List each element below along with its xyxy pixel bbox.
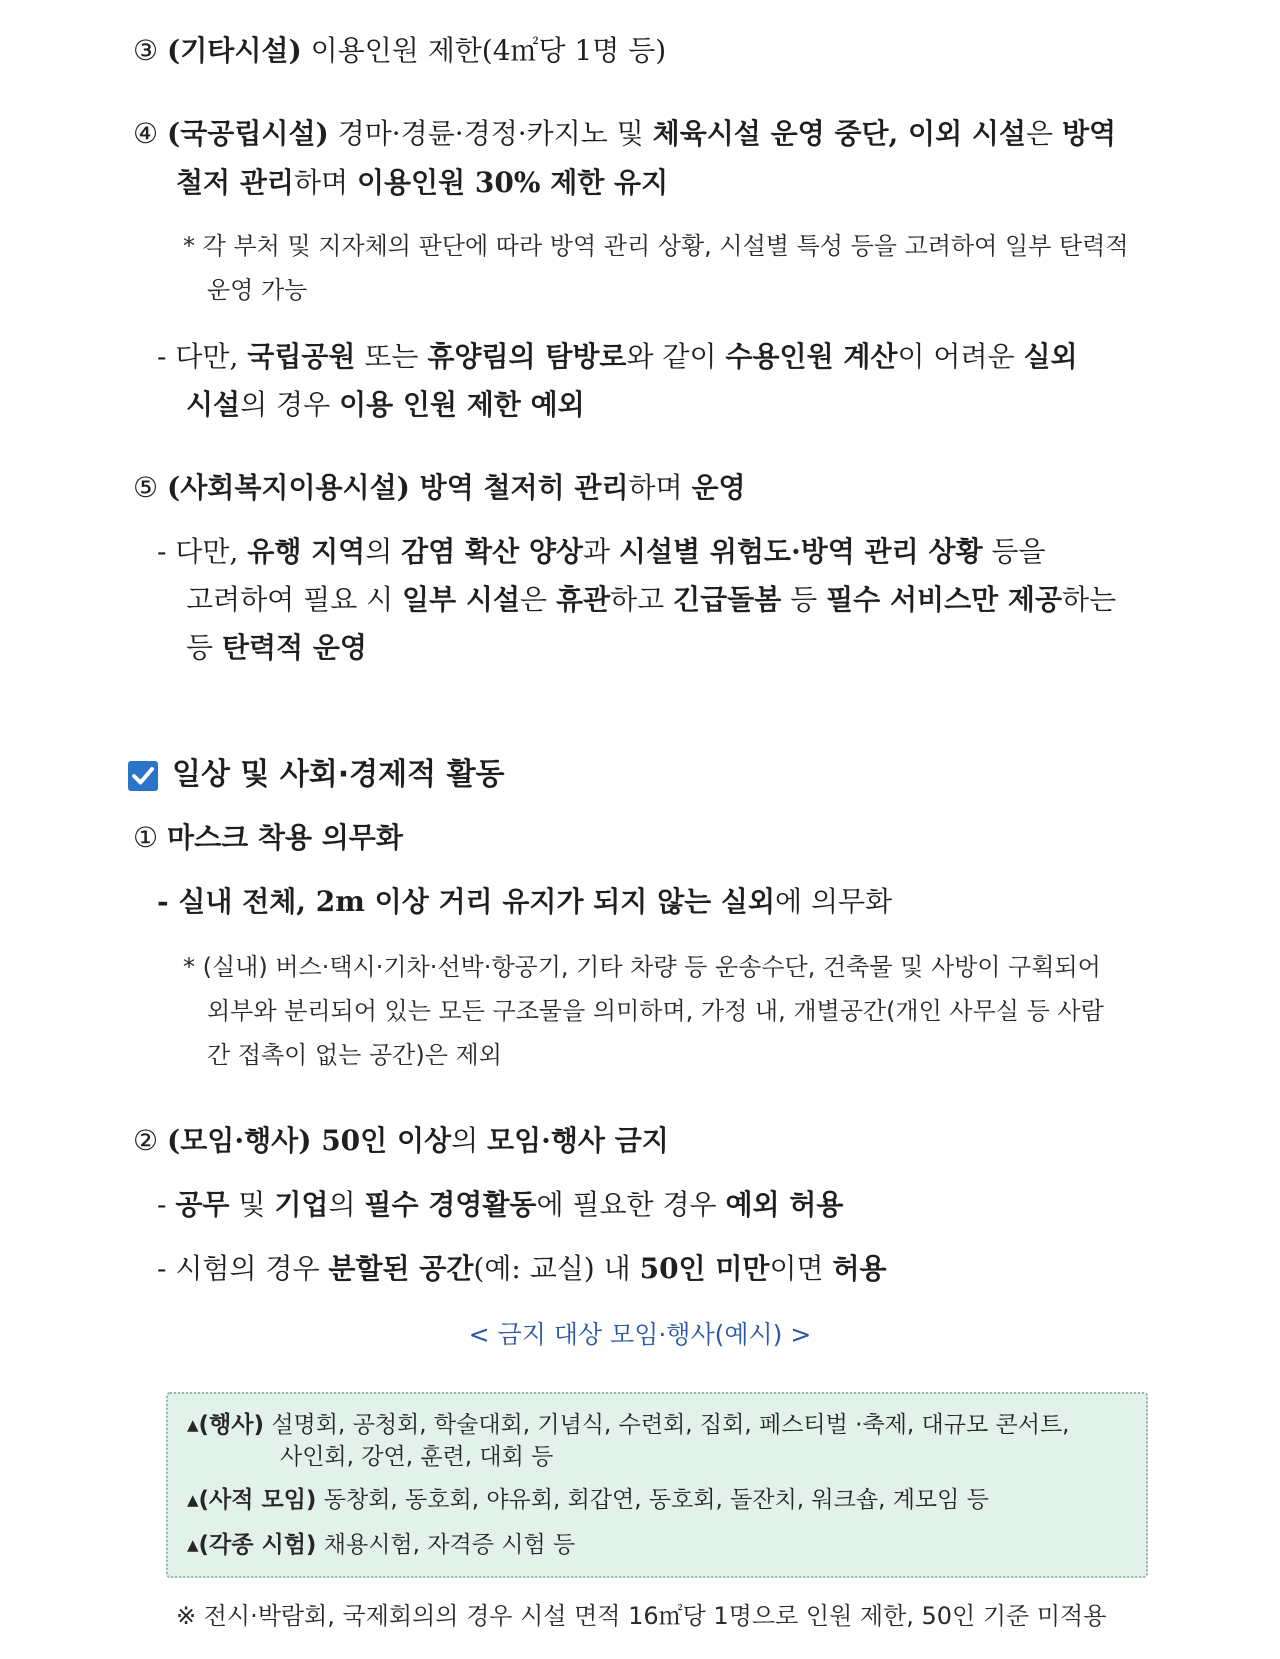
item-5-dash-bold: 유행 지역 [247,535,366,568]
item-4-dash-text: - 다만, [157,340,248,373]
gathering-dash-text: 및 [229,1188,275,1221]
item-5-dash-text: 과 [582,535,619,568]
gathering-dash-bold: 공무 [175,1188,230,1221]
mask-dash-text: 에 의무화 [775,885,893,918]
gathering-dash-line-2 [157,1252,887,1286]
gathering-label: (모임·행사) [167,1124,312,1157]
item-4-bold: 방역 [1061,117,1117,150]
gathering-item [133,1124,669,1158]
examples-row-label: ▴(사적 모임) [187,1487,317,1513]
item-4-dash-text: 이 어려운 [897,340,1024,373]
gathering-marker: ② [133,1124,159,1157]
item-5-dash-text: 등 [186,631,222,664]
gathering-dash-bold: 필수 경영활동 [364,1188,537,1221]
item-3-text: 이용인원 제한(4㎡당 1명 등) [301,34,667,67]
gathering-bold: 모임·행사 금지 [487,1124,669,1157]
gathering-dash-bold: 분할된 공간 [328,1252,474,1285]
gathering-dash-bold: 예외 허용 [725,1188,844,1221]
gathering-dash-text: - 시험의 경우 [157,1252,329,1285]
item-4-line-1 [133,117,1116,151]
item-5-dash-text: 등을 [982,535,1046,568]
examples-row-events [187,1412,1069,1440]
item-4-dash-text: 의 경우 [240,388,340,421]
examples-row-text: 설명회, 공청회, 학술대회, 기념식, 수련회, 집회, 페스티벌 ·축제, 대규모 콘서트, [271,1412,1070,1438]
item-4-text: 은 [1025,117,1062,150]
item-4-dash-text: 또는 [355,340,428,373]
item-4-dash-text: 와 같이 [626,340,726,373]
item-4-bold: 철저 관리 [176,166,294,199]
item-5-dash-line-2 [186,583,1116,617]
gathering-dash-text: - [157,1188,176,1221]
mask-title: 마스크 착용 의무화 [167,821,403,854]
examples-caption: < 금지 대상 모임·행사(예시) > [468,1320,812,1349]
gathering-dash-text: 에 필요한 경우 [536,1188,726,1221]
gathering-dash-text: (예: 교실) 내 [473,1252,640,1285]
gathering-dash-bold: 50인 미만 [639,1252,770,1285]
item-5-marker: ⑤ [133,471,159,504]
gathering-dash-text: 이면 [769,1252,833,1285]
item-4-dash-bold: 수용인원 계산 [725,340,898,373]
gathering-text: 의 [451,1124,488,1157]
item-5-dash-text: 하는 [1062,583,1117,616]
item-4-dash-bold: 시설 [186,388,241,421]
item-5 [133,471,746,505]
item-4-dash-line-1 [157,340,1078,374]
gathering-dash-bold: 기업 [274,1188,329,1221]
item-5-label: (사회복지이용시설) [167,471,410,504]
item-4-label: (국공립시설) [167,117,329,150]
mask-dash-bold: - 실내 전체, 2m 이상 거리 유지가 되지 않는 실외 [157,885,776,918]
item-4-note-line-2: 운영 가능 [207,276,308,304]
item-4-text: 하며 [293,166,357,199]
item-5-dash-text: 의 [365,535,402,568]
item-5-dash-bold: 긴급돌봄 [673,583,782,616]
item-5-dash-line-3 [186,631,367,665]
gathering-bold: 50인 이상 [311,1124,452,1157]
item-4-text: 경마·경륜·경정·카지노 및 [328,117,653,150]
item-5-bold: 운영 [691,471,746,504]
item-4-dash-line-2 [186,388,585,422]
examples-row-text: 채용시험, 자격증 시험 등 [323,1532,576,1558]
gathering-dash-text: 의 [328,1188,365,1221]
mask-note-line-3: 간 접촉이 없는 공간)은 제외 [207,1041,502,1069]
examples-row-exams [187,1532,575,1560]
item-5-dash-text: 은 [520,583,556,616]
item-5-text: 하며 [628,471,692,504]
footnote: ※ 전시·박람회, 국제회의의 경우 시설 면적 16㎡당 1명으로 인원 제한, 50인 기준 미적용 [176,1602,1107,1630]
item-5-dash-text: 등 [781,583,827,616]
item-4-dash-bold: 실외 [1023,340,1078,373]
item-5-dash-bold: 휴관 [555,583,611,616]
item-4-bold: 이용인원 30% 제한 유지 [356,166,669,199]
item-3 [133,34,666,68]
item-4-line-2 [176,166,668,200]
item-5-dash-line-1 [157,535,1046,569]
item-4-note-line-1: * 각 부처 및 지자체의 판단에 따라 방역 관리 상황, 시설별 특성 등을 고려하여 일부 탄력적 [183,232,1129,260]
item-5-bold: 방역 철저히 관리 [409,471,629,504]
mask-marker: ① [133,821,159,854]
mask-item [133,821,403,855]
mask-note-line-1: * (실내) 버스·택시·기차·선박·항공기, 기타 차량 등 운송수단, 건축물 및 사방이 구획되어 [183,953,1101,981]
item-4-dash-bold: 이용 인원 제한 예외 [339,388,585,421]
examples-row-label: ▴(행사) [187,1412,265,1438]
item-4-dash-bold: 국립공원 [247,340,356,373]
mask-note-line-2: 외부와 분리되어 있는 모든 구조물을 의미하며, 가정 내, 개별공간(개인 사무실 등 사람 [207,997,1104,1025]
item-5-dash-bold: 감염 확산 양상 [401,535,583,568]
item-5-dash-text: 고려하여 필요 시 [186,583,403,616]
examples-row-text: 동창회, 동호회, 야유회, 회갑연, 동호회, 돌잔치, 워크숍, 계모임 등 [323,1487,989,1513]
item-5-dash-text: - 다만, [157,535,248,568]
item-4-bold: 체육시설 운영 중단, 이외 시설 [652,117,1026,150]
item-5-dash-bold: 시설별 위험도·방역 관리 상황 [618,535,983,568]
examples-row-private [187,1487,989,1515]
item-3-label: (기타시설) [167,34,302,67]
item-4-marker: ④ [133,117,159,150]
section-heading: 일상 및 사회·경제적 활동 [172,757,505,792]
item-5-dash-bold: 일부 시설 [402,583,520,616]
mask-dash-line [157,885,892,919]
gathering-dash-bold: 허용 [832,1252,887,1285]
examples-row-label: ▴(각종 시험) [187,1532,317,1558]
gathering-dash-line-1 [157,1188,843,1222]
checkbox-icon [128,761,158,791]
item-3-marker: ③ [133,34,159,67]
item-5-dash-text: 하고 [610,583,674,616]
item-4-dash-bold: 휴양림의 탐방로 [427,340,627,373]
examples-row-events-line-2: 사인회, 강연, 훈련, 대회 등 [280,1444,554,1470]
item-5-dash-bold: 필수 서비스만 제공 [826,583,1063,616]
item-5-dash-bold: 탄력적 운영 [221,631,367,664]
